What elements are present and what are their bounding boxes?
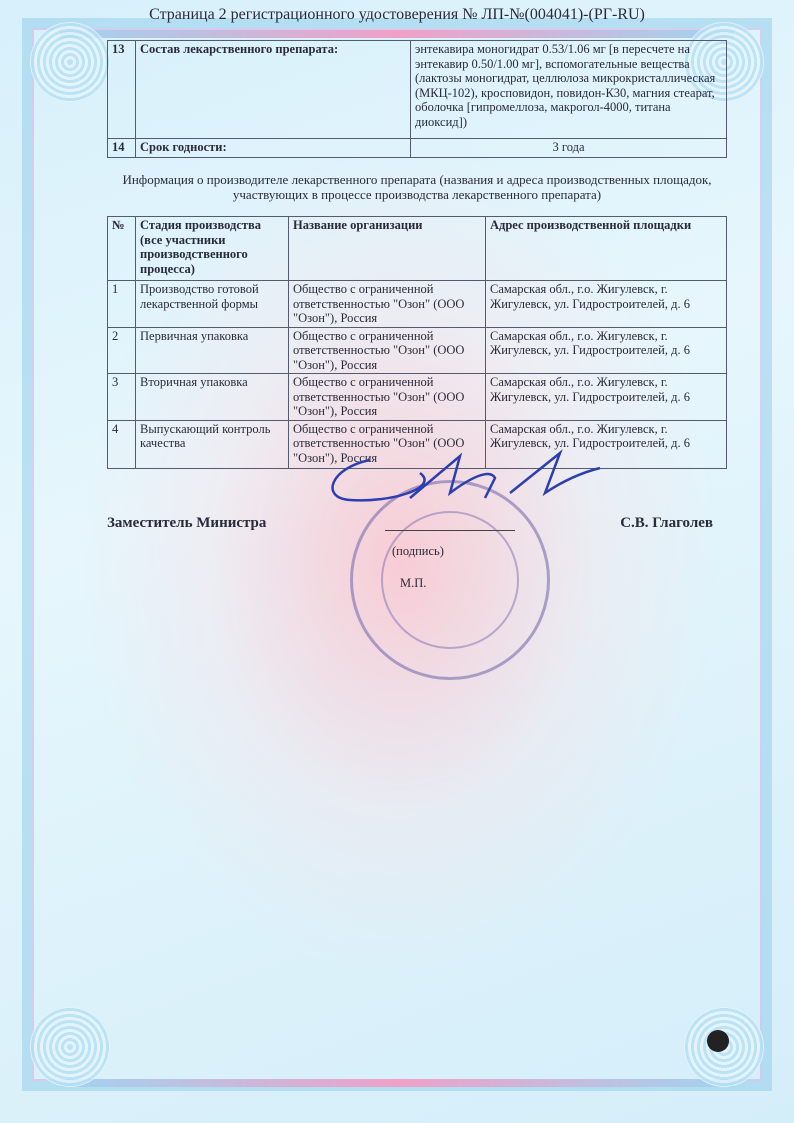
row-number: 14 xyxy=(108,139,136,158)
cell: Самарская обл., г.о. Жигулевск, г. Жигулевск, ул. Гидростроителей, д. 6 xyxy=(486,327,727,374)
column-header: № xyxy=(108,217,136,281)
cell: Самарская обл., г.о. Жигулевск, г. Жигулевск, ул. Гидростроителей, д. 6 xyxy=(486,374,727,421)
row-number: 13 xyxy=(108,41,136,139)
cell: Общество с ограниченной ответственностью "Озон" (ООО "Озон"), Россия xyxy=(289,420,486,468)
table-header-row xyxy=(108,217,727,281)
table-row xyxy=(108,281,727,328)
decorative-band xyxy=(60,1079,734,1087)
row-value: 3 года xyxy=(411,139,727,158)
row-label: Срок годности: xyxy=(136,139,411,158)
cell: Первичная упаковка xyxy=(136,327,289,374)
column-header: Стадия производства (все участники производственного процесса) xyxy=(136,217,289,281)
manufacturers-table xyxy=(107,216,727,469)
properties-table xyxy=(107,40,727,158)
row-value: энтекавира моногидрат 0.53/1.06 мг [в пересчете на энтекавир 0.50/1.00 мг], вспомогательные вещества (лактозы моногидрат, целлюлоза микрокристаллическая (МКЦ-102), кросповидон, повидон-К30, магния стеарат, оболочка [гипромеллоза, макрогол-4000, титана диоксид]) xyxy=(411,41,727,139)
cell: 3 xyxy=(108,374,136,421)
signature-line xyxy=(385,530,515,531)
seal-label: М.П. xyxy=(400,576,427,590)
cell: Самарская обл., г.о. Жигулевск, г. Жигулевск, ул. Гидростроителей, д. 6 xyxy=(486,281,727,328)
decorative-band xyxy=(60,30,734,38)
column-header: Название организации xyxy=(289,217,486,281)
table-row xyxy=(108,327,727,374)
cell: 2 xyxy=(108,327,136,374)
cell: Общество с ограниченной ответственностью "Озон" (ООО "Озон"), Россия xyxy=(289,374,486,421)
punch-hole xyxy=(707,1030,729,1052)
row-label: Состав лекарственного препарата: xyxy=(136,41,411,139)
manufacturer-intro: Информация о производителе лекарственного препарата (названия и адреса производственных площадок, участвующих в процессе производства лекарственного препарата) xyxy=(122,172,712,202)
cell: Выпускающий контроль качества xyxy=(136,420,289,468)
handwritten-signature xyxy=(310,448,610,518)
cell: Вторичная упаковка xyxy=(136,374,289,421)
rosette-ornament xyxy=(30,1007,110,1087)
cell: Общество с ограниченной ответственностью "Озон" (ООО "Озон"), Россия xyxy=(289,327,486,374)
signature-label: (подпись) xyxy=(392,544,444,558)
signatory-name: С.В. Глаголев xyxy=(620,515,713,531)
cell: 4 xyxy=(108,420,136,468)
cell: 1 xyxy=(108,281,136,328)
cell: Самарская обл., г.о. Жигулевск, г. Жигулевск, ул. Гидростроителей, д. 6 xyxy=(486,420,727,468)
table-row xyxy=(108,139,727,158)
rosette-ornament xyxy=(30,22,110,102)
signatory-position: Заместитель Министра xyxy=(107,515,267,531)
page-title: Страница 2 регистрационного удостоверения № ЛП-№(004041)-(РГ-RU) xyxy=(149,6,645,23)
column-header: Адрес производственной площадки xyxy=(486,217,727,281)
table-row xyxy=(108,374,727,421)
cell: Общество с ограниченной ответственностью "Озон" (ООО "Озон"), Россия xyxy=(289,281,486,328)
table-row xyxy=(108,41,727,139)
cell: Производство готовой лекарственной формы xyxy=(136,281,289,328)
